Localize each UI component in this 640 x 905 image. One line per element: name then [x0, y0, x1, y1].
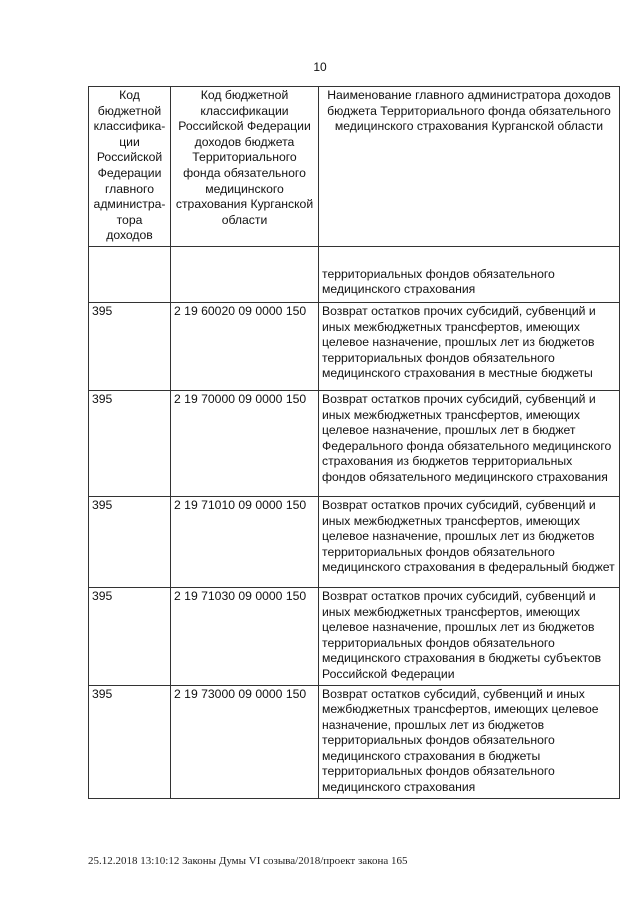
- income-code-cell: 2 19 60020 09 0000 150: [171, 302, 319, 390]
- table-row: [89, 390, 620, 496]
- document-footer: 25.12.2018 13:10:12 Законы Думы VI созыва/2018/проект закона 165: [88, 855, 408, 867]
- admin-code-cell: 395: [89, 685, 171, 798]
- name-cell: Возврат остатков прочих субсидий, субвенций и иных межбюджетных трансфертов, имеющих целевое назначение, прошлых лет из бюджетов территориальных фондов обязательного медицинского страхования в бюджеты субъектов Российской Федерации: [319, 587, 620, 685]
- admin-code-cell: 395: [89, 302, 171, 390]
- name-cell: Возврат остатков прочих субсидий, субвенций и иных межбюджетных трансфертов, имеющих целевое назначение, прошлых лет в бюджет Федерального фонда обязательного медицинского страхования из бюджетов территориальных фондов обязательного медицинского страхования: [319, 390, 620, 496]
- header-admin-code: Код бюджетной классифика-ции Российской Федерации главного администра-тора доходов: [89, 87, 171, 247]
- admin-code-cell: 395: [89, 390, 171, 496]
- income-code-cell: 2 19 71030 09 0000 150: [171, 587, 319, 685]
- table-row: [89, 685, 620, 798]
- continuation-admin-code: [89, 246, 171, 302]
- header-administrator-name: Наименование главного администратора доходов бюджета Территориального фонда обязательного медицинского страхования Курганской области: [319, 87, 620, 247]
- income-code-cell: 2 19 70000 09 0000 150: [171, 390, 319, 496]
- continuation-name: территориальных фондов обязательного медицинского страхования: [319, 246, 620, 302]
- page-number: 10: [313, 60, 327, 74]
- continuation-income-code: [171, 246, 319, 302]
- name-cell: Возврат остатков субсидий, субвенций и иных межбюджетных трансфертов, имеющих целевое назначение, прошлых лет из бюджетов территориальных фондов обязательного медицинского страхования в бюджеты территориальных фондов обязательного медицинского страхования: [319, 685, 620, 798]
- table-row: [89, 302, 620, 390]
- table-row: [89, 587, 620, 685]
- header-income-code: Код бюджетной классификации Российской Федерации доходов бюджета Территориального фонда обязательного медицинского страхования Курганской области: [171, 87, 319, 247]
- income-code-cell: 2 19 71010 09 0000 150: [171, 496, 319, 587]
- budget-classification-table: [88, 86, 620, 799]
- admin-code-cell: 395: [89, 496, 171, 587]
- income-code-cell: 2 19 73000 09 0000 150: [171, 685, 319, 798]
- continuation-row: [89, 246, 620, 302]
- table-row: [89, 496, 620, 587]
- admin-code-cell: 395: [89, 587, 171, 685]
- name-cell: Возврат остатков прочих субсидий, субвенций и иных межбюджетных трансфертов, имеющих целевое назначение, прошлых лет из бюджетов территориальных фондов обязательного медицинского страхования в федеральный бюджет: [319, 496, 620, 587]
- name-cell: Возврат остатков прочих субсидий, субвенций и иных межбюджетных трансфертов, имеющих целевое назначение, прошлых лет из бюджетов территориальных фондов обязательного медицинского страхования в местные бюджеты: [319, 302, 620, 390]
- table-header-row: [89, 87, 620, 247]
